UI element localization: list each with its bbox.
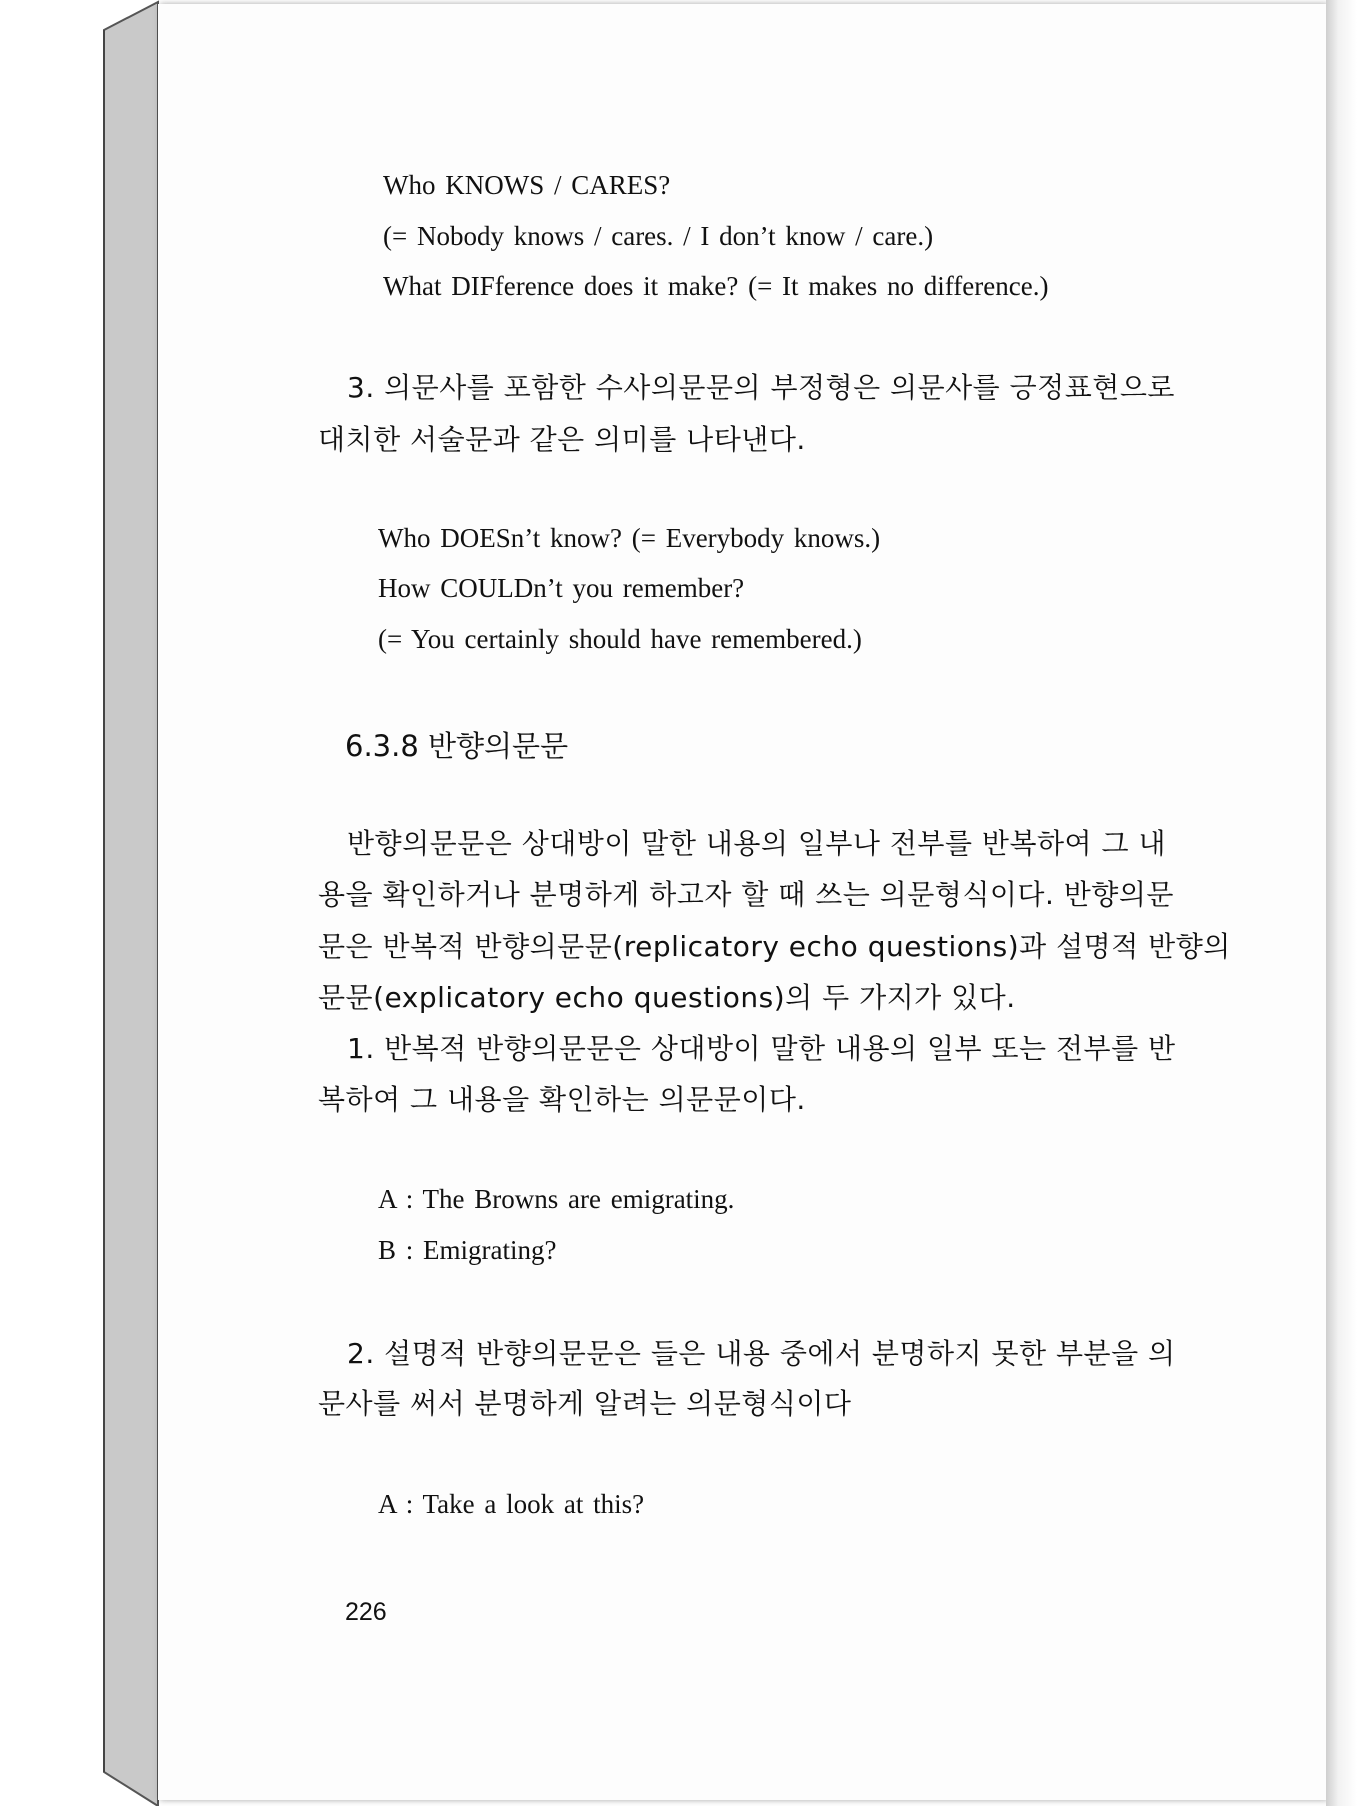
page-edge xyxy=(1326,0,1357,1806)
paragraph-line: 2. 설명적 반향의문문은 들은 내용 중에서 분명하지 못한 부분을 의 xyxy=(347,1337,1176,1370)
paragraph-line: 문사를 써서 분명하게 알려는 의문형식이다 xyxy=(318,1387,852,1420)
example-line: Who DOESn’t know? (= Everybody knows.) xyxy=(378,523,881,553)
section-heading: 6.3.8 반향의문문 xyxy=(345,729,569,763)
paragraph-line: 복하여 그 내용을 확인하는 의문문이다. xyxy=(318,1083,806,1116)
example-line: How COULDn’t you remember? xyxy=(378,573,745,603)
paragraph-line: 대치한 서술문과 같은 의미를 나타낸다. xyxy=(318,423,806,456)
paragraph-line: 1. 반복적 반향의문문은 상대방이 말한 내용의 일부 또는 전부를 반 xyxy=(347,1032,1176,1065)
example-line: (= You certainly should have remembered.) xyxy=(378,624,862,654)
example-line: Who KNOWS / CARES? xyxy=(383,170,671,200)
paragraph-line: 문문(explicatory echo questions)의 두 가지가 있다. xyxy=(318,981,1016,1014)
dialog-line: B : Emigrating? xyxy=(378,1235,557,1265)
paragraph-line: 반향의문문은 상대방이 말한 내용의 일부나 전부를 반복하여 그 내 xyxy=(347,827,1167,860)
example-line: (= Nobody knows / cares. / I don’t know / care.) xyxy=(383,221,934,251)
dialog-line: A : The Browns are emigrating. xyxy=(378,1184,735,1214)
paragraph-line: 용을 확인하거나 분명하게 하고자 할 때 쓰는 의문형식이다. 반향의문 xyxy=(318,878,1174,911)
dialog-line: A : Take a look at this? xyxy=(378,1489,645,1519)
page-number: 226 xyxy=(345,1598,387,1626)
paragraph-line: 3. 의문사를 포함한 수사의문문의 부정형은 의문사를 긍정표현으로 xyxy=(347,371,1175,404)
paragraph-line: 문은 반복적 반향의문문(replicatory echo questions)과 설명적 반향의 xyxy=(318,930,1231,963)
example-line: What DIFference does it make? (= It makes no difference.) xyxy=(383,271,1049,301)
